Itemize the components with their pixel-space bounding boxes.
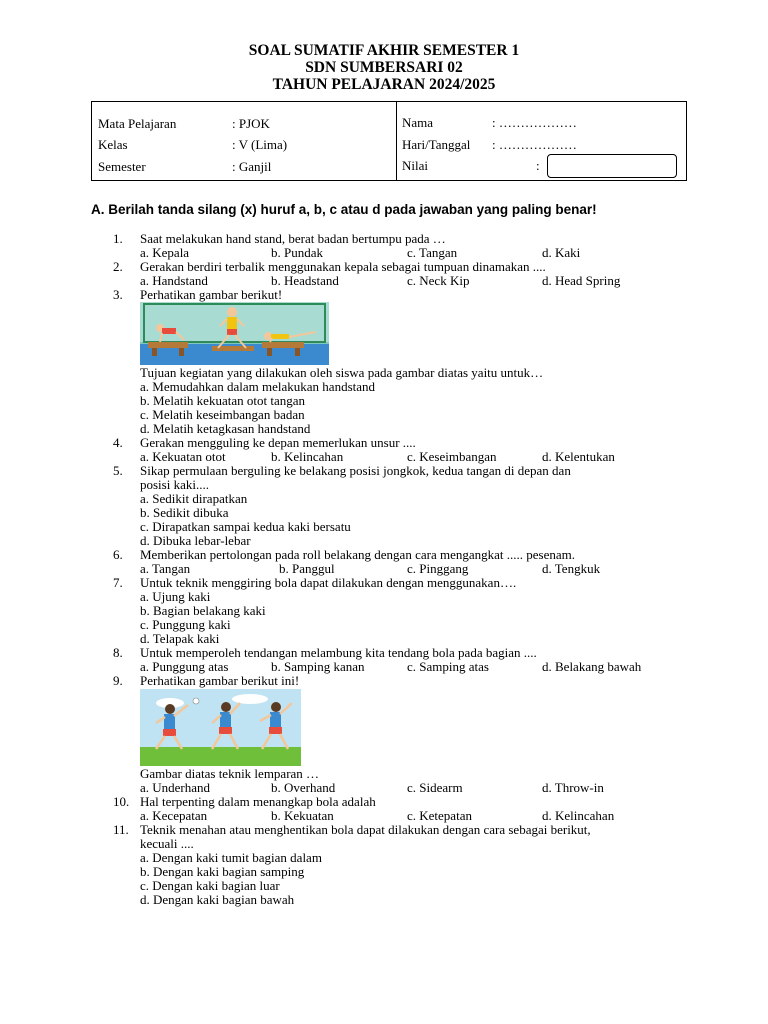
header-school: SDN SUMBERSARI 02 <box>305 59 463 76</box>
question-text: Teknik menahan atau menghentikan bola dapat dilakukan dengan cara sebagai berikut, <box>140 822 591 837</box>
option-d[interactable]: d. Belakang bawah <box>542 659 642 674</box>
identity-score-colon: : <box>536 158 540 173</box>
question-text: Perhatikan gambar berikut ini! <box>140 673 300 688</box>
option-b[interactable]: b. Dengan kaki bagian samping <box>140 864 305 879</box>
question-number: 4. <box>113 435 123 450</box>
option-a[interactable]: a. Underhand <box>140 780 211 795</box>
header-year: TAHUN PELAJARAN 2024/2025 <box>272 76 496 93</box>
option-a[interactable]: a. Ujung kaki <box>140 589 211 604</box>
identity-label-class: Kelas <box>98 137 128 152</box>
option-a[interactable]: a. Kecepatan <box>140 808 208 823</box>
date-field[interactable]: : ……………… <box>492 137 577 152</box>
question-number: 9. <box>113 673 123 688</box>
option-c[interactable]: c. Melatih keseimbangan badan <box>140 407 305 422</box>
option-d[interactable]: d. Telapak kaki <box>140 631 220 646</box>
header-title: SOAL SUMATIF AKHIR SEMESTER 1 <box>248 42 520 59</box>
question-text: Hal terpenting dalam menangkap bola adalah <box>140 794 376 809</box>
question-text: Untuk memperoleh tendangan melambung kita tendang bola pada bagian .... <box>140 645 537 660</box>
option-b[interactable]: b. Sedikit dibuka <box>140 505 229 520</box>
option-b[interactable]: b. Bagian belakang kaki <box>140 603 266 618</box>
option-d[interactable]: d. Throw-in <box>542 780 604 795</box>
option-c[interactable]: c. Sidearm <box>407 780 463 795</box>
option-a[interactable]: a. Punggung atas <box>140 659 229 674</box>
option-d[interactable]: d. Melatih ketagkasan handstand <box>140 421 311 436</box>
option-a[interactable]: a. Sedikit dirapatkan <box>140 491 248 506</box>
option-b[interactable]: b. Headstand <box>271 273 339 288</box>
question-number: 11. <box>113 822 129 837</box>
option-c[interactable]: c. Keseimbangan <box>407 449 497 464</box>
option-b[interactable]: b. Panggul <box>279 561 335 576</box>
option-c[interactable]: c. Samping atas <box>407 659 489 674</box>
question-number: 1. <box>113 231 123 246</box>
question-number: 7. <box>113 575 123 590</box>
question-text: Saat melakukan hand stand, berat badan bertumpu pada … <box>140 231 446 246</box>
question-text: Untuk teknik menggiring bola dapat dilakukan dengan menggunakan…. <box>140 575 517 590</box>
option-d[interactable]: d. Dengan kaki bagian bawah <box>140 892 295 907</box>
question-text: Sikap permulaan berguling ke belakang posisi jongkok, kedua tangan di depan dan <box>140 463 571 478</box>
throwing-illustration <box>140 689 301 766</box>
question-number: 5. <box>113 463 123 478</box>
option-c[interactable]: c. Tangan <box>407 245 458 260</box>
question-number: 8. <box>113 645 123 660</box>
option-d[interactable]: d. Kelincahan <box>542 808 615 823</box>
option-a[interactable]: a. Kepala <box>140 245 190 260</box>
section-a-instruction: A. Berilah tanda silang (x) huruf a, b, c atau d pada jawaban yang paling benar! <box>91 202 597 217</box>
option-b[interactable]: b. Kekuatan <box>271 808 334 823</box>
question-text: Tujuan kegiatan yang dilakukan oleh siswa pada gambar diatas yaitu untuk… <box>140 365 544 380</box>
option-c[interactable]: c. Neck Kip <box>407 273 470 288</box>
question-text-continued: kecuali .... <box>140 836 194 851</box>
identity-label-name: Nama <box>402 115 434 130</box>
option-b[interactable]: b. Kelincahan <box>271 449 344 464</box>
option-d[interactable]: d. Dibuka lebar-lebar <box>140 533 251 548</box>
identity-label-score: Nilai <box>402 158 428 173</box>
option-c[interactable]: c. Punggung kaki <box>140 617 231 632</box>
option-b[interactable]: b. Samping kanan <box>271 659 365 674</box>
document-header <box>0 42 768 93</box>
identity-value-subject: : PJOK <box>232 116 270 131</box>
option-d[interactable]: d. Head Spring <box>542 273 621 288</box>
option-a[interactable]: a. Tangan <box>140 561 191 576</box>
score-box[interactable] <box>547 154 677 178</box>
option-a[interactable]: a. Handstand <box>140 273 208 288</box>
question-number: 2. <box>113 259 123 274</box>
question-number: 6. <box>113 547 123 562</box>
identity-box <box>91 101 687 181</box>
option-c[interactable]: c. Pinggang <box>407 561 469 576</box>
question-number: 3. <box>113 287 123 302</box>
question-text: Perhatikan gambar berikut! <box>140 287 283 302</box>
option-b[interactable]: b. Pundak <box>271 245 323 260</box>
option-b[interactable]: b. Melatih kekuatan otot tangan <box>140 393 305 408</box>
option-d[interactable]: d. Tengkuk <box>542 561 601 576</box>
option-a[interactable]: a. Kekuatan otot <box>140 449 226 464</box>
option-a[interactable]: a. Memudahkan dalam melakukan handstand <box>140 379 376 394</box>
question-text: Gerakan mengguling ke depan memerlukan unsur .... <box>140 435 416 450</box>
question-text: Memberikan pertolongan pada roll belakang dengan cara mengangkat ..... pesenam. <box>140 547 575 562</box>
identity-label-semester: Semester <box>98 159 146 174</box>
identity-label-date: Hari/Tanggal <box>402 137 471 152</box>
question-text-continued: posisi kaki.... <box>140 477 209 492</box>
identity-divider <box>396 102 397 180</box>
option-c[interactable]: c. Ketepatan <box>407 808 472 823</box>
option-c[interactable]: c. Dengan kaki bagian luar <box>140 878 280 893</box>
option-a[interactable]: a. Dengan kaki tumit bagian dalam <box>140 850 322 865</box>
question-text: Gerakan berdiri terbalik menggunakan kepala sebagai tumpuan dinamakan .... <box>140 259 546 274</box>
option-c[interactable]: c. Dirapatkan sampai kedua kaki bersatu <box>140 519 351 534</box>
name-field[interactable]: : ……………… <box>492 115 577 130</box>
identity-value-semester: : Ganjil <box>232 159 272 174</box>
option-d[interactable]: d. Kelentukan <box>542 449 615 464</box>
option-b[interactable]: b. Overhand <box>271 780 336 795</box>
identity-value-class: : V (Lima) <box>232 137 288 152</box>
gymnastics-illustration <box>140 302 329 365</box>
option-d[interactable]: d. Kaki <box>542 245 581 260</box>
question-text: Gambar diatas teknik lemparan … <box>140 766 320 781</box>
question-number: 10. <box>113 794 130 809</box>
identity-label-subject: Mata Pelajaran <box>98 116 177 131</box>
